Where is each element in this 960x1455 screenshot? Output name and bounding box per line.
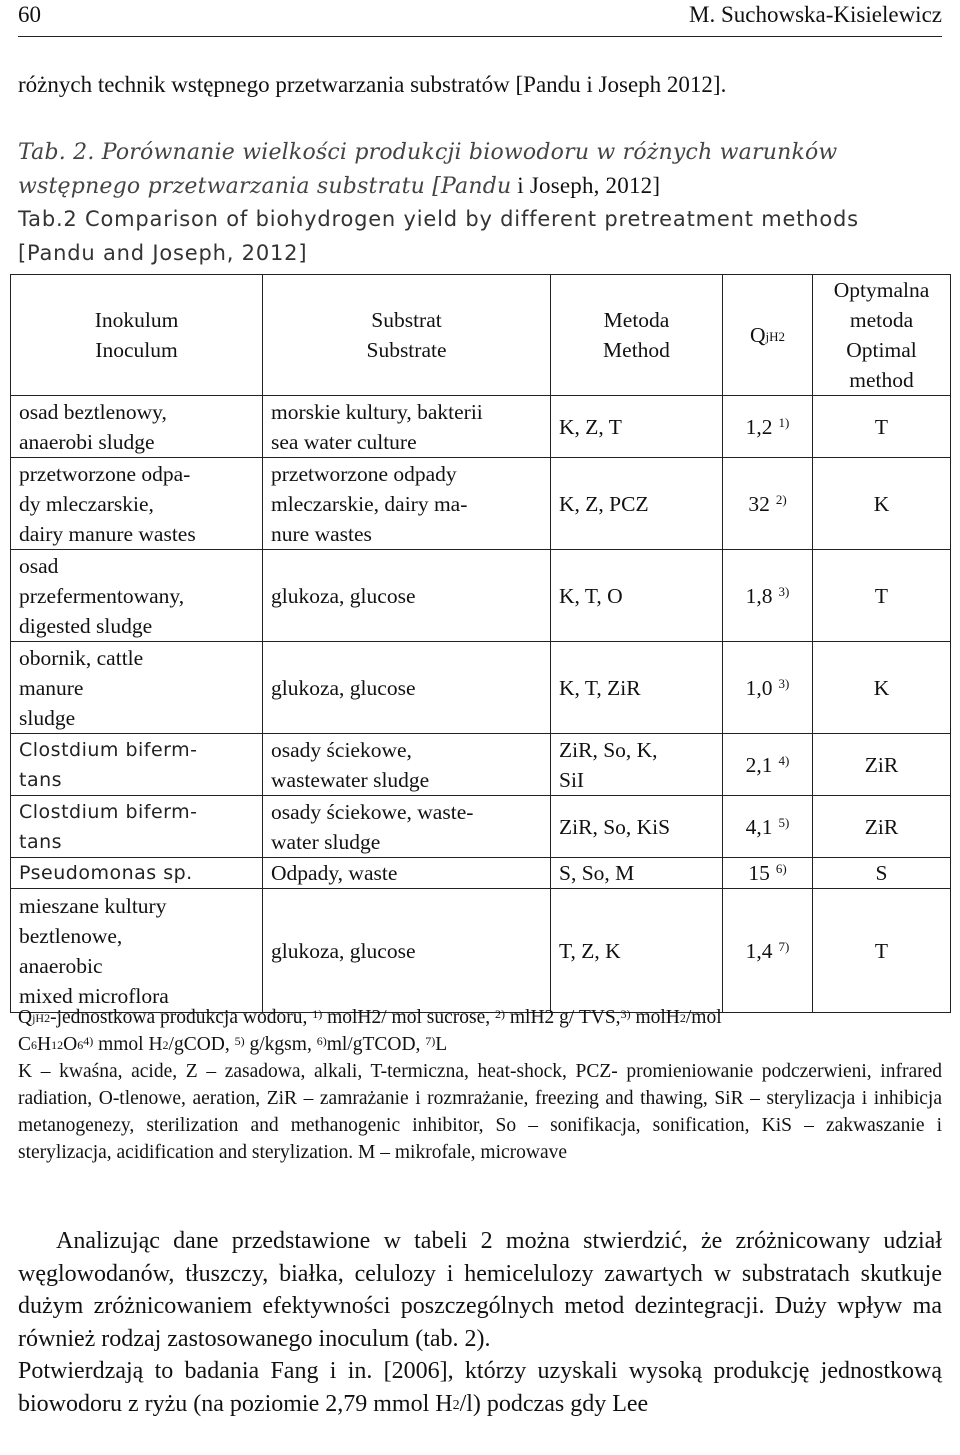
paragraph-2: Potwierdzają to badania Fang i in. [2006], którzy uzyskali wysoką produkcję jednostkową biowodoru z ryżu (na poziomie 2,79 mmol H2/l) podczas gdy Lee xyxy=(18,1358,942,1417)
table-header-row xyxy=(11,275,951,396)
cell-q: 15 $^{6)}$ xyxy=(723,858,813,889)
paragraph-1: Analizując dane przedstawione w tabeli 2 można stwierdzić, że zróżnicowany udział węglowodanów, tłuszczy, białka, celulozy i hemicelulozy zawartych w substratach skutkuje dużym zróżnicowaniem efektywności poszczególnych metod dezintegracji. Duży wpływ ma również rodzaj zastosowanego inoculum (tab. 2). xyxy=(18,1228,942,1352)
cell-method: S, So, M xyxy=(551,858,723,889)
caption-en-line2: [Pandu and Joseph, 2012] xyxy=(18,241,308,265)
cell-method: ZiR, So, K, SiI xyxy=(551,734,723,796)
comparison-table xyxy=(10,274,951,1013)
footnote-marker: 7) xyxy=(778,938,790,954)
cell-optimal: ZiR xyxy=(813,734,951,796)
cell-method: K, Z, PCZ xyxy=(551,458,723,550)
cell-substrate: glukoza, glucose xyxy=(263,550,551,642)
cell-substrate: osady ściekowe, wastewater sludge xyxy=(263,734,551,796)
cell-optimal: K xyxy=(813,642,951,734)
table-row xyxy=(11,858,951,889)
table-row xyxy=(11,889,951,1013)
body-text xyxy=(18,1225,942,1420)
units-note: QjH2-jednostkowa produkcja wodoru, $^{1)}$ molH2/ mol sucrose, $^{2)}$ mlH2 g/ TVS,$^{3)}$ molH2/mol C6H12O6$^{4)}$ mmol H2/gCOD, $^{5)}$ g/kgsm, $^{6)}$ml/gTCOD, $^{7)}$L xyxy=(18,1007,722,1055)
header-method: Metoda Method xyxy=(551,275,723,396)
cell-optimal: T xyxy=(813,396,951,458)
cell-substrate: Odpady, waste xyxy=(263,858,551,889)
footnote-marker: 4) xyxy=(778,752,790,768)
cell-inoculum: przetworzone odpa- dy mleczarskie, dairy manure wastes xyxy=(11,458,263,550)
cell-optimal: T xyxy=(813,550,951,642)
caption-pl-source: i Joseph, 2012] xyxy=(511,173,661,198)
cell-q: 1,0 $^{3)}$ xyxy=(723,642,813,734)
abbreviation-legend: K – kwaśna, acide, Z – zasadowa, alkali, T-termiczna, heat-shock, PCZ- promieniowanie podczerwieni, infrared radiation, O-tlenowe, aeration, ZiR – zamrażanie i rozmrażanie, freezing and thawing, SiR – sterylizacja i inhibicja metanogenezy, sterilization and methanogenic inhibitor, So – sonifikacja, sonification, KiS – zakwaszanie i sterylizacja, acidification and sterylization. M – mikrofale, microwave xyxy=(18,1061,942,1163)
caption-pl-line1 xyxy=(18,138,942,168)
cell-q: 1,2 $^{1)}$ xyxy=(723,396,813,458)
caption-pl-text2: wstępnego przetwarzania substratu [Pandu xyxy=(18,174,512,199)
cell-method: K, T, O xyxy=(551,550,723,642)
footnote-marker: 6) xyxy=(775,861,787,876)
caption-pl-label: Tab. 2. xyxy=(18,140,95,165)
author-name: M. Suchowska-Kisielewicz xyxy=(689,2,942,27)
header-substrate: Substrat Substrate xyxy=(263,275,551,396)
table-row xyxy=(11,396,951,458)
table-row xyxy=(11,734,951,796)
cell-method: K, Z, T xyxy=(551,396,723,458)
cell-q: 1,8 $^{3)}$ xyxy=(723,550,813,642)
cell-substrate: morskie kultury, bakterii sea water culture xyxy=(263,396,551,458)
page-number: 60 xyxy=(18,2,41,27)
cell-method: T, Z, K xyxy=(551,889,723,1013)
cell-inoculum: Clostdium biferm- tans xyxy=(11,734,263,796)
table-row xyxy=(11,642,951,734)
cell-inoculum: Pseudomonas sp. xyxy=(11,858,263,889)
cell-optimal: ZiR xyxy=(813,796,951,858)
table-notes xyxy=(18,1004,942,1166)
footnote-marker: 1) xyxy=(778,414,790,430)
cell-substrate: glukoza, glucose xyxy=(263,642,551,734)
table-row xyxy=(11,796,951,858)
header-optimal: Optymalna metoda Optimal method xyxy=(813,275,951,396)
caption-pl-text1: Porównanie wielkości produkcji biowodoru w różnych warunków xyxy=(94,140,838,165)
cell-q: 32 $^{2)}$ xyxy=(723,458,813,550)
cell-inoculum: mieszane kultury beztlenowe, anaerobic mixed microflora xyxy=(11,889,263,1013)
cell-substrate: osady ściekowe, waste- water sludge xyxy=(263,796,551,858)
header-q: QjH2 xyxy=(723,275,813,396)
cell-substrate: glukoza, glucose xyxy=(263,889,551,1013)
cell-method: ZiR, So, KiS xyxy=(551,796,723,858)
cell-method: K, T, ZiR xyxy=(551,642,723,734)
footnote-marker: 3) xyxy=(778,675,790,691)
footnote-marker: 5) xyxy=(778,814,790,830)
cell-optimal: S xyxy=(813,858,951,889)
cell-q: 1,4 $^{7)}$ xyxy=(723,889,813,1013)
cell-substrate: przetworzone odpady mleczarskie, dairy ma- nure wastes xyxy=(263,458,551,550)
running-header xyxy=(18,0,942,37)
footnote-marker: 3) xyxy=(778,583,790,599)
cell-q: 4,1 $^{5)}$ xyxy=(723,796,813,858)
caption-en-line1: Tab.2 Comparison of biohydrogen yield by different pretreatment methods xyxy=(18,207,859,231)
header-inoculum: Inokulum Inoculum xyxy=(11,275,263,396)
caption-pl-line2 xyxy=(18,171,942,202)
cell-inoculum: Clostdium biferm- tans xyxy=(11,796,263,858)
cell-q: 2,1 $^{4)}$ xyxy=(723,734,813,796)
cell-inoculum: osad beztlenowy, anaerobi sludge xyxy=(11,396,263,458)
cell-optimal: K xyxy=(813,458,951,550)
table-row xyxy=(11,550,951,642)
table-row xyxy=(11,458,951,550)
footnote-marker: 2) xyxy=(775,491,787,507)
intro-line: różnych technik wstępnego przetwarzania substratów [Pandu i Joseph 2012]. xyxy=(18,72,727,97)
cell-inoculum: osad przefermentowany, digested sludge xyxy=(11,550,263,642)
cell-optimal: T xyxy=(813,889,951,1013)
cell-inoculum: obornik, cattle manure sludge xyxy=(11,642,263,734)
